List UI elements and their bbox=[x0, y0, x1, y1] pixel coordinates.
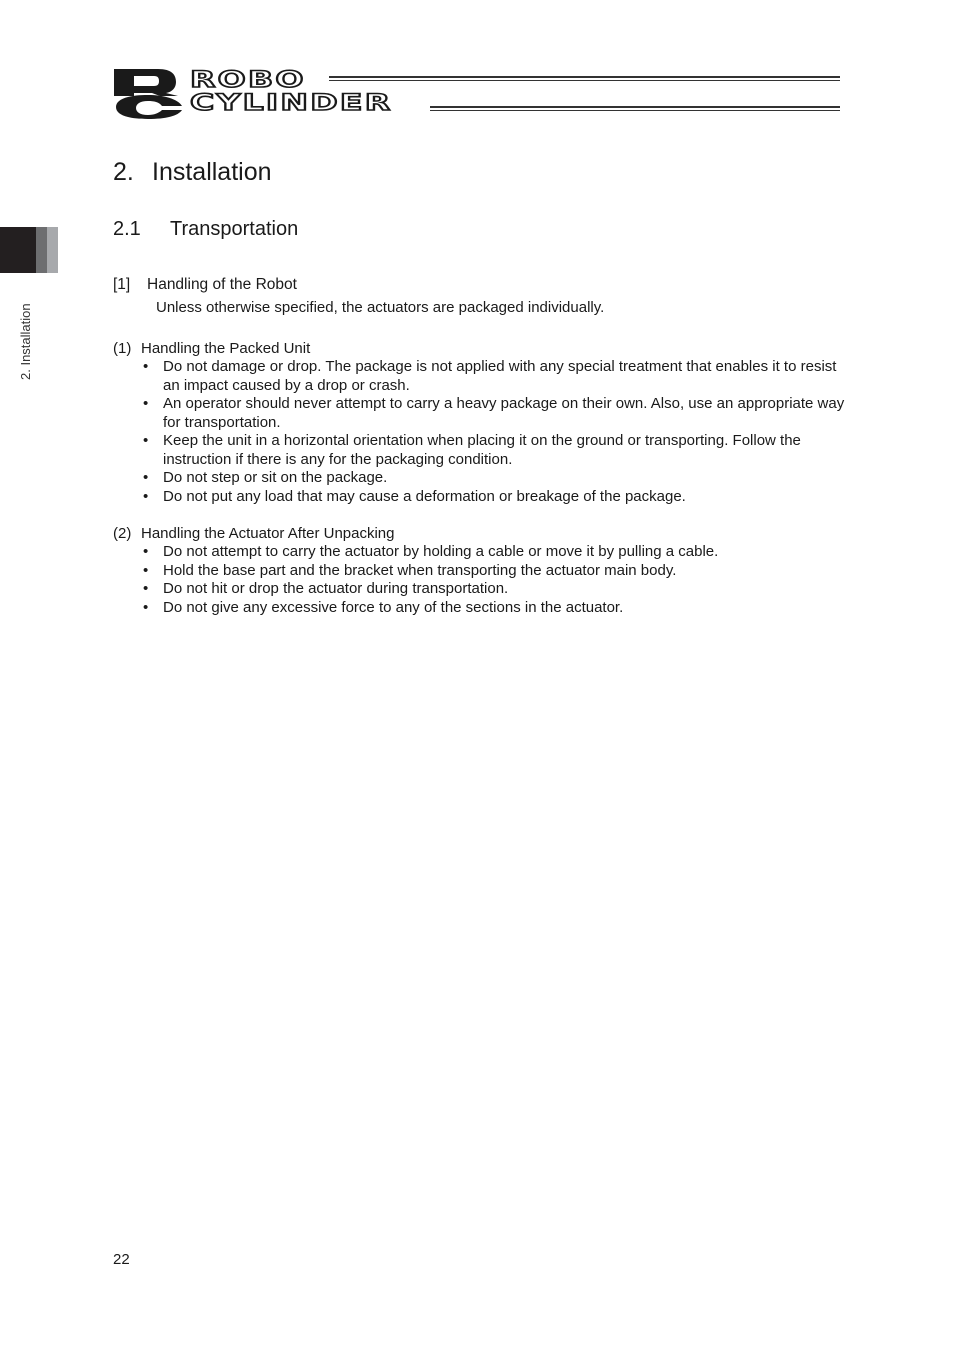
page-number: 22 bbox=[113, 1251, 130, 1268]
list-item: • Do not attempt to carry the actuator by holding a cable or move it by pulling a cable. bbox=[140, 543, 845, 562]
subsection-title: Handling of the Robot bbox=[147, 276, 297, 293]
list-item: • Do not step or sit on the package. bbox=[140, 469, 845, 488]
section-heading bbox=[113, 218, 298, 241]
chapter-title: Installation bbox=[152, 158, 272, 186]
chapter-number: 2. bbox=[113, 158, 134, 186]
header-rule-top-2 bbox=[329, 80, 840, 81]
header-rule-bottom bbox=[430, 106, 840, 108]
subsection-number: [1] bbox=[113, 276, 131, 293]
tab-block-dark bbox=[0, 227, 36, 273]
group-heading bbox=[113, 340, 310, 357]
logo-word-cylinder: CYLINDER bbox=[190, 91, 393, 116]
list-item: • Do not give any excessive force to any of the sections in the actuator. bbox=[140, 599, 845, 618]
robo-cylinder-logo bbox=[112, 66, 842, 120]
header-rule-top bbox=[329, 76, 840, 78]
chapter-side-tab bbox=[0, 227, 58, 273]
tab-block-mid bbox=[36, 227, 47, 273]
section-number: 2.1 bbox=[113, 218, 141, 240]
logo-word-robo: ROBO bbox=[190, 68, 306, 93]
section-title: Transportation bbox=[170, 218, 299, 240]
chapter-heading bbox=[113, 158, 272, 187]
group-heading bbox=[113, 525, 395, 542]
bullet-list bbox=[140, 358, 845, 506]
list-item: • Do not put any load that may cause a deformation or breakage of the package. bbox=[140, 488, 845, 507]
group-title: Handling the Actuator After Unpacking bbox=[141, 525, 395, 542]
side-tab-label: 2. Installation bbox=[18, 303, 33, 380]
tab-block-light bbox=[47, 227, 58, 273]
bullet-list bbox=[140, 543, 845, 617]
list-item: • Hold the base part and the bracket when transporting the actuator main body. bbox=[140, 562, 845, 581]
list-item: • An operator should never attempt to carry a heavy package on their own. Also, use an appropriate way for transportation. bbox=[140, 395, 845, 432]
header-rule-bottom-2 bbox=[430, 110, 840, 111]
rc-logo-mark-icon bbox=[112, 66, 184, 120]
group-number: (1) bbox=[113, 340, 132, 357]
group-number: (2) bbox=[113, 525, 132, 542]
list-item: • Keep the unit in a horizontal orientation when placing it on the ground or transporting. Follow the instruction if there is any for the packaging condition. bbox=[140, 432, 845, 469]
list-item: • Do not hit or drop the actuator during transportation. bbox=[140, 580, 845, 599]
list-item: • Do not damage or drop. The package is not applied with any special treatment that enables it to resist an impact caused by a drop or crash. bbox=[140, 358, 845, 395]
group-title: Handling the Packed Unit bbox=[141, 340, 311, 357]
subsection-heading bbox=[113, 276, 297, 294]
subsection-intro: Unless otherwise specified, the actuators are packaged individually. bbox=[156, 299, 605, 316]
